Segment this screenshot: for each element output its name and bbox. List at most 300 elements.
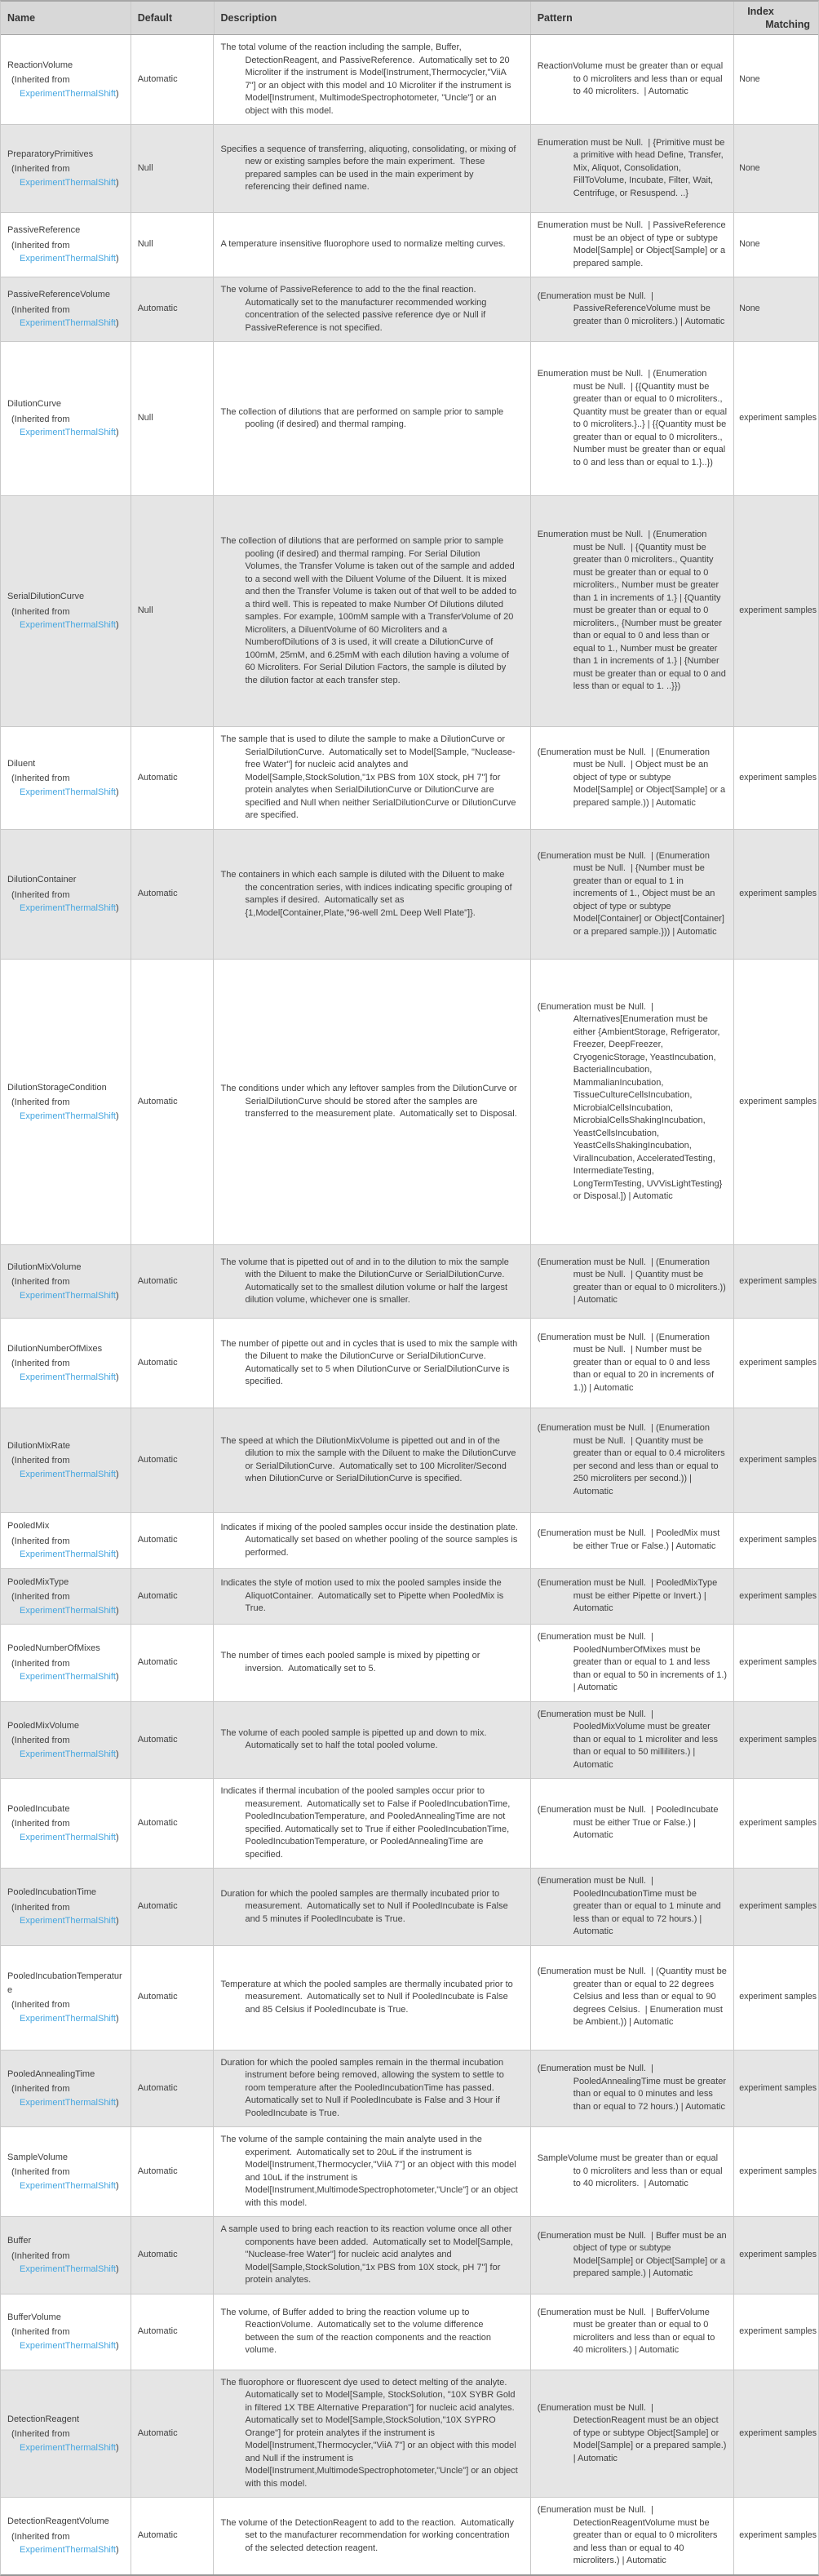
option-default: Automatic [137,1992,178,2002]
option-description-cell [213,960,529,1244]
experiment-thermalshift-link[interactable]: ExperimentThermalShift [20,2180,116,2191]
experiment-thermalshift-link[interactable]: ExperimentThermalShift [20,1672,116,1682]
option-description: Duration for which the pooled samples are thermally incubated prior to measurement. Automatically set to Null if PooledIncubate is False and 5 minutes if PooledIncubate is True. [220,1888,511,1924]
experiment-thermalshift-link[interactable]: ExperimentThermalShift [20,1550,116,1559]
option-name: DilutionStorageCondition [7,1082,107,1093]
inherited-from-text: (Inherited from [11,2250,70,2261]
option-pattern-cell [530,496,734,726]
option-index-matching: experiment samples [739,2427,817,2438]
option-index-matching: None [739,162,760,173]
inherited-from-source [7,2096,127,2110]
option-index-matching: experiment samples [739,1901,817,1911]
option-default: Null [137,413,153,423]
option-pattern-cell [530,1625,734,1701]
table-header-row [1,2,818,35]
table-row [1,341,818,495]
option-pattern-cell [530,2498,734,2574]
option-description: The sample that is used to dilute the sample to make a DilutionCurve or SerialDilutionCurve. Automatically set to Model[Sample, "Nuclease-free Water"] for nucleic acid analytes and Model[Sample,StockSolution,"1x PBS from 10X stock, pH 7"] for protein analytes when SerialDilutionCurve or DilutionCurve are specified and Null when neither SerialDilutionCurve or DilutionCurve are specified. [220,734,519,821]
experiment-thermalshift-link[interactable]: ExperimentThermalShift [20,428,116,438]
option-default: Automatic [137,73,178,84]
table-row [1,2126,818,2216]
inherited-from-source [7,2012,127,2026]
option-default-cell [131,1779,214,1868]
option-default: Null [137,605,153,616]
option-default-cell [131,1569,214,1625]
option-default: Automatic [137,1901,178,1911]
inherited-close-paren: ) [116,1469,119,1479]
option-default: Automatic [137,2166,178,2176]
experiment-thermalshift-link[interactable]: ExperimentThermalShift [20,2013,116,2024]
experiment-thermalshift-link[interactable]: ExperimentThermalShift [20,318,116,329]
option-pattern: (Enumeration must be Null. | PooledMixType must be either Pipette or Invert.) | Automatic [537,1578,720,1613]
inherited-from-text: (Inherited from [11,75,70,86]
option-name-cell [1,2498,131,2574]
option-index-matching: experiment samples [739,772,817,783]
option-name: DetectionReagentVolume [7,2516,109,2526]
inherited-close-paren: ) [116,2097,119,2108]
option-description: Specifies a sequence of transferring, aliquoting, consolidating, or mixing of new or existing samples before the main experiment. These prepared samples can be used in the main experiment by referencing their defined name. [220,144,519,192]
inherited-from-text: (Inherited from [11,2000,70,2010]
option-name: DilutionCurve [7,399,62,410]
table-row [1,124,818,212]
inherited-from-text: (Inherited from [11,774,70,784]
table-row [1,1568,818,1625]
option-description-cell [213,496,529,726]
inherited-from-source [7,87,127,101]
option-pattern-cell [530,960,734,1244]
experiment-thermalshift-link[interactable]: ExperimentThermalShift [20,254,116,264]
inherited-close-paren: ) [116,1916,119,1926]
option-default-cell [131,1513,214,1568]
option-name-cell [1,213,131,277]
option-pattern: (Enumeration must be Null. | (Quantity must be greater than or equal to 22 degrees Celsius and less than or equal to 90 degrees Celsius. | Enumeration must be Ambient.)) | Automatic [537,1966,729,2028]
option-default-cell [131,1245,214,1318]
option-description: Indicates the style of motion used to mix the pooled samples inside the AliquotContainer. Automatically set to Pipette when PooledMix is True. [220,1578,507,1613]
experiment-thermalshift-link[interactable]: ExperimentThermalShift [20,2264,116,2274]
option-pattern: (Enumeration must be Null. | PooledMix must be either True or False.) | Automatic [537,1528,723,1551]
option-name: PassiveReferenceVolume [7,290,110,300]
option-name-cell [1,125,131,212]
option-default-cell [131,1319,214,1408]
option-index-matching: None [739,73,760,84]
option-index-matching-cell [733,2217,818,2294]
option-description: A sample used to bring each reaction to its reaction volume once all other components have been added. Automatically set to Model[Sample, "Nuclease-free Water"] for nucleic acid analytes and Model[Sample,StockSolution,"1x PBS from 10X stock, pH 7"] for protein analytes. [220,2224,516,2285]
option-pattern: (Enumeration must be Null. | PooledIncubationTime must be greater than or equal to 1 minute and less than or equal to 72 hours.) | Automatic [537,1876,724,1936]
inherited-from-text: (Inherited from [11,1819,70,1829]
option-index-matching: experiment samples [739,413,817,423]
option-index-matching-cell [733,125,818,212]
inherited-from-source [7,619,127,632]
inherited-from-source [7,902,127,916]
table-row [1,1624,818,1701]
option-index-matching-cell [733,1569,818,1625]
option-description: The volume of PassiveReference to add to the the final reaction. Automatically set to the manufacturer recommended working concentration of the selected passive reference dye or Null if PassiveReference is not specified. [220,285,489,333]
inherited-close-paren: ) [116,620,119,631]
option-pattern-cell [530,1245,734,1318]
option-name-cell [1,1869,131,1945]
inherited-from-text: (Inherited from [11,1592,70,1602]
option-description-cell [213,125,529,212]
option-name: PooledMixVolume [7,1720,80,1731]
experiment-thermalshift-link[interactable]: ExperimentThermalShift [20,1290,116,1301]
inherited-from-text: (Inherited from [11,1536,70,1546]
experiment-thermalshift-link[interactable]: ExperimentThermalShift [20,1916,116,1926]
inherited-close-paren: ) [116,1605,119,1616]
option-default-cell [131,342,214,495]
option-name-cell [1,35,131,124]
option-description: Duration for which the pooled samples remain in the thermal incubation instrument before being removed, allowing the system to settle to room temperature after the PooledIncubationTime has passed. Automatically set to Null if PooledIncubate is False and 3 Hour if PooledIncubate is True. [220,2057,507,2118]
inherited-from-text: (Inherited from [11,240,70,251]
inherited-from-source [7,1914,127,1928]
inherited-close-paren: ) [116,177,119,188]
inherited-from-source [7,1831,127,1845]
option-name: PreparatoryPrimitives [7,149,94,159]
option-description-cell [213,2217,529,2294]
option-description-cell [213,2294,529,2370]
inherited-from-source [7,1371,127,1385]
inherited-from-text: (Inherited from [11,1359,70,1369]
option-pattern-cell [530,125,734,212]
option-index-matching: experiment samples [739,1454,817,1465]
option-default: Automatic [137,1817,178,1828]
inherited-from-source [7,426,127,440]
option-default: Automatic [137,304,178,314]
option-index-matching-cell [733,342,818,495]
inherited-from-text: (Inherited from [11,304,70,315]
option-description-cell [213,1779,529,1868]
option-name: BufferVolume [7,2312,61,2322]
option-index-matching-cell [733,277,818,341]
option-index-matching-cell [733,1245,818,1318]
option-default: Automatic [137,2250,178,2259]
experiment-thermalshift-link[interactable]: ExperimentThermalShift [20,88,116,99]
option-name-cell [1,2051,131,2127]
option-pattern-cell [530,1513,734,1568]
option-pattern-cell [530,2051,734,2127]
option-description-cell [213,277,529,341]
option-index-matching: experiment samples [739,1992,817,2002]
option-description: Indicates if mixing of the pooled samples occur inside the destination plate. Automatically set based on whether pooling of the source samples is performed. [220,1522,523,1558]
inherited-from-text: (Inherited from [11,1736,70,1745]
option-pattern-cell [530,2217,734,2294]
table-row [1,2050,818,2127]
inherited-from-text: (Inherited from [11,606,70,617]
option-index-matching-cell [733,2127,818,2216]
option-index-matching-cell [733,496,818,726]
option-default: Automatic [137,889,178,899]
option-name-cell [1,727,131,829]
option-name-cell [1,1946,131,2050]
inherited-close-paren: ) [116,1550,119,1559]
option-pattern: SampleVolume must be greater than or equal to 0 microliters and less than or equal to 40 microliters. | Automatic [537,2153,725,2189]
option-name-cell [1,1625,131,1701]
option-name-cell [1,277,131,341]
option-pattern: (Enumeration must be Null. | (Enumeration must be Null. | {Number must be greater than or equal to 1 in increments of 1., Object must be an object of type or subtype Model[Container] or Object[Container] or a prepared sample.})) | Automatic [537,850,728,937]
option-description-cell [213,2498,529,2574]
option-default: Automatic [137,2325,178,2336]
header-cell-pattern: Pattern [530,2,734,34]
option-description: The volume of each pooled sample is pipetted up and down to mix. Automatically set to half the total pooled volume. [220,1727,491,1751]
inherited-from-text: (Inherited from [11,2429,70,2439]
option-pattern: Enumeration must be Null. | PassiveReference must be an object of type or subtype Model[Sample] or Object[Sample] or a prepared sample. [537,220,728,268]
option-index-matching-cell [733,1625,818,1701]
experiment-thermalshift-link[interactable]: ExperimentThermalShift [20,2097,116,2108]
table-row [1,1868,818,1945]
option-pattern: Enumeration must be Null. | (Enumeration must be Null. | {Quantity must be greater than 0 microliters., Quantity must be greater than or equal to 0 microliters., Number must be greater than 1 in increments of 1.} | {Quantity must be greater than or equal to 0 microliters., {Number must be greater than or equal to 0 and less than or equal to 1., Number must be greater than 1 in increments of 1.} | {Number must be greater than or equal to 0 and less than or equal to 1. ..}}) [537,530,728,692]
option-description: The volume that is pipetted out of and in to the dilution to mix the sample with the Diluent to make the DilutionCurve or SerialDilutionCurve. Automatically set to the smallest dilution volume or half the largest dilution volume, whichever one is smaller. [220,1257,511,1305]
option-description: The conditions under which any leftover samples from the DilutionCurve or SerialDilutionCurve should be stored after the samples are transferred to the measurement plate. Automatically set to Disposal. [220,1084,520,1120]
inherited-from-source [7,2339,127,2353]
option-index-matching: experiment samples [739,1590,817,1601]
option-name: SerialDilutionCurve [7,592,85,602]
experiment-thermalshift-link[interactable]: ExperimentThermalShift [20,2545,116,2555]
inherited-close-paren: ) [116,1111,119,1121]
option-name-cell [1,960,131,1244]
option-default: Automatic [137,1734,178,1745]
option-index-matching-cell [733,1946,818,2050]
option-index-matching: experiment samples [739,889,817,899]
option-name-cell [1,1569,131,1625]
option-index-matching: experiment samples [739,2166,817,2176]
option-default-cell [131,277,214,341]
option-description-cell [213,1702,529,1779]
option-default-cell [131,2498,214,2574]
inherited-from-source [7,1604,127,1618]
inherited-close-paren: ) [116,428,119,438]
option-name: SampleVolume [7,2152,68,2162]
option-name: PooledMixType [7,1576,69,1587]
experiment-thermalshift-link[interactable]: ExperimentThermalShift [20,2442,116,2453]
option-index-matching-cell [733,2370,818,2498]
inherited-from-text: (Inherited from [11,2167,70,2178]
experiment-thermalshift-link[interactable]: ExperimentThermalShift [20,1749,116,1759]
inherited-close-paren: ) [116,2180,119,2191]
option-description-cell [213,35,529,124]
experiment-thermalshift-link[interactable]: ExperimentThermalShift [20,903,116,914]
inherited-close-paren: ) [116,2340,119,2351]
option-pattern-cell [530,1569,734,1625]
option-default-cell [131,2127,214,2216]
option-index-matching-cell [733,2294,818,2370]
inherited-from-source [7,1548,127,1562]
option-pattern: (Enumeration must be Null. | PooledAnnealingTime must be greater than or equal to 0 minutes and less than or equal to 72 hours.) | Automatic [537,2064,729,2112]
option-description: The volume of the DetectionReagent to add to the reaction. Automatically set to the manufacturer recommendation for working concentration of the selected detection reagent. [220,2517,517,2553]
option-description-cell [213,2370,529,2498]
inherited-close-paren: ) [116,2442,119,2453]
option-pattern: (Enumeration must be Null. | BufferVolume must be greater than or equal to 0 microliters and less than or equal to 40 microliters.) | Automatic [537,2307,718,2355]
option-description: The collection of dilutions that are performed on sample prior to sample pooling (if desired) and thermal ramping. For Serial Dilution Volumes, the Transfer Volume is taken out of the sample and added to a second well with the Diluent Volume of the Diluent. It is mixed and then the Transfer Volume is taken out of that well to be added to a third well. This is repeated to make Number Of Dilutions diluted samples. For example, 100mM sample with a TransferVolume of 20 Microliters, a DiluentVolume of 60 Microliters and a NumberofDilutions of 3 is used, it will create a DilutionCurve of 100mM, 25mM, and 6.25mM with each dilution having a volume of 60 Microliters. For Serial Dilution Factors, the sample is diluted by the dilution factor at each transfer step. [220,536,520,685]
option-name: PooledIncubationTemperature [7,1971,122,1995]
option-default-cell [131,125,214,212]
option-pattern-cell [530,1779,734,1868]
option-index-matching: experiment samples [739,1535,817,1545]
option-index-matching: experiment samples [739,1096,817,1106]
option-pattern-cell [530,2370,734,2498]
option-index-matching: experiment samples [739,2082,817,2093]
option-default: Automatic [137,1275,178,1286]
inherited-close-paren: ) [116,318,119,329]
option-index-matching: experiment samples [739,1734,817,1745]
table-row [1,1778,818,1868]
option-default-cell [131,2370,214,2498]
option-default: Automatic [137,2082,178,2093]
option-index-matching: experiment samples [739,2325,817,2336]
option-default-cell [131,1625,214,1701]
experiment-thermalshift-link[interactable]: ExperimentThermalShift [20,620,116,631]
table-row [1,2216,818,2294]
option-pattern: (Enumeration must be Null. | PooledNumberOfMixes must be greater than or equal to 1 and less than or equal to 50 in increments of 1.) | Automatic [537,1632,730,1692]
option-name: PooledNumberOfMixes [7,1643,100,1653]
option-default: Automatic [137,1357,178,1368]
option-pattern-cell [530,35,734,124]
table-row [1,1244,818,1318]
option-pattern-cell [530,1869,734,1945]
option-default: Automatic [137,1657,178,1667]
option-name: DilutionMixRate [7,1440,71,1451]
table-row [1,212,818,277]
inherited-from-source [7,1670,127,1684]
table-row [1,829,818,959]
option-name: PassiveReference [7,225,81,236]
option-name-cell [1,2217,131,2294]
option-pattern-cell [530,342,734,495]
inherited-from-text: (Inherited from [11,164,70,175]
table-row [1,35,818,124]
option-index-matching-cell [733,1779,818,1868]
inherited-from-source [7,176,127,190]
inherited-close-paren: ) [116,1372,119,1382]
inherited-close-paren: ) [116,903,119,914]
option-description-cell [213,727,529,829]
option-description: The total volume of the reaction including the sample, Buffer, DetectionReagent, and PassiveReference. Automatically set to 20 Microliter if the instrument is Model[Instrument,Thermocycler,"ViiA 7"] or an object with this model and 10 Microliter if the instrument is Model[Instrument, MultimodeSpectrophotometer, "Uncle"] or an object with this model. [220,42,514,116]
experiment-thermalshift-link[interactable]: ExperimentThermalShift [20,1372,116,1382]
experiment-thermalshift-link[interactable]: ExperimentThermalShift [20,787,116,797]
option-name: Buffer [7,2236,32,2246]
experiment-thermalshift-link[interactable]: ExperimentThermalShift [20,1605,116,1616]
inherited-from-source [7,2441,127,2455]
option-pattern-cell [530,727,734,829]
inherited-close-paren: ) [116,787,119,797]
option-index-matching-cell [733,1408,818,1512]
option-index-matching-cell [733,35,818,124]
table-row [1,959,818,1244]
option-pattern: (Enumeration must be Null. | (Enumeration must be Null. | Object must be an object of type or subtype Model[Sample] or Object[Sample] or a prepared sample.)) | Automatic [537,747,728,808]
option-default-cell [131,727,214,829]
table-row [1,495,818,726]
table-row [1,1408,818,1512]
option-default-cell [131,1946,214,2050]
option-description: Temperature at which the pooled samples are thermally incubated prior to measurement. Automatically set to Null if PooledIncubate is False and 85 Celsius if PooledIncubate is True. [220,1979,516,2015]
option-index-matching: experiment samples [739,2530,817,2540]
option-name: PooledIncubate [7,1803,70,1814]
table-row [1,1318,818,1408]
option-name: DilutionNumberOfMixes [7,1343,103,1354]
option-default-cell [131,2051,214,2127]
option-name-cell [1,1513,131,1568]
option-pattern-cell [530,1946,734,2050]
option-description-cell [213,1569,529,1625]
experiment-thermalshift-link[interactable]: ExperimentThermalShift [20,1111,116,1121]
option-description-cell [213,1946,529,2050]
option-name: PooledMix [7,1521,50,1531]
option-pattern: Enumeration must be Null. | {Primitive must be a primitive with head Define, Transfer, Mix, Aliquot, Consolidation, FillToVolume, Incubate, Filter, Wait, Centrifuge, or Resuspend. ..} [537,137,728,198]
option-default-cell [131,960,214,1244]
option-default: Null [137,162,153,173]
inherited-from-text: (Inherited from [11,1658,70,1669]
option-default-cell [131,1702,214,1779]
option-default-cell [131,213,214,277]
option-default: Automatic [137,772,178,783]
option-index-matching-cell [733,2051,818,2127]
option-index-matching-cell [733,1869,818,1945]
option-name-cell [1,496,131,726]
option-description: The volume, of Buffer added to bring the reaction volume up to ReactionVolume. Automatically set to the volume difference between the sum of the reaction components and the reaction volume. [220,2307,494,2355]
option-description-cell [213,1245,529,1318]
experiment-thermalshift-link[interactable]: ExperimentThermalShift [20,1832,116,1842]
inherited-from-source [7,1289,127,1303]
inherited-from-source [7,786,127,800]
inherited-from-text: (Inherited from [11,2084,70,2094]
option-pattern: ReactionVolume must be greater than or equal to 0 microliters and less than or equal to 40 microliters. | Automatic [537,61,726,97]
option-pattern-cell [530,1702,734,1779]
option-index-matching: experiment samples [739,1817,817,1828]
option-pattern: (Enumeration must be Null. | Buffer must be an object of type or subtype Model[Sample] or Object[Sample] or a prepared sample.) | Automatic [537,2230,729,2279]
option-index-matching: experiment samples [739,1275,817,1286]
option-description: The speed at which the DilutionMixVolume is pipetted out and in of the dilution to mix the sample with the Diluent to make the DilutionCurve or SerialDilutionCurve. Automatically set to 100 Microliter/Second when DilutionCurve or SerialDilutionCurve is specified. [220,1435,519,1483]
inherited-from-text: (Inherited from [11,414,70,424]
option-index-matching: experiment samples [739,1657,817,1667]
option-default: Automatic [137,1454,178,1465]
option-index-matching: experiment samples [739,605,817,616]
option-description-cell [213,1319,529,1408]
inherited-from-source [7,1748,127,1762]
experiment-thermalshift-link[interactable]: ExperimentThermalShift [20,2340,116,2351]
option-pattern: (Enumeration must be Null. | (Enumeration must be Null. | Quantity must be greater than or equal to 0.4 microliters per second and less than or equal to 250 microliters per second.)) | Automatic [537,1423,728,1496]
inherited-close-paren: ) [116,1290,119,1301]
experiment-thermalshift-link[interactable]: ExperimentThermalShift [20,1469,116,1479]
option-description: The fluorophore or fluorescent dye used to detect melting of the analyte. Automatically set to Model[Sample, StockSolution, "10X SYBR Gold in filtered 1X TBE Alternative Preparation"] for nucleic acid analytes. Automatically set to Model[Sample,StockSolution,"10X SYPRO Orange"] for protein analytes if the instrument is Model[Instrument,Thermocycler,"ViiA 7"] or an object with this model and Null if the instrument is Model[Instrument,MultimodeSpectrophotometer,"Uncle"] or an object with this model. [220,2377,520,2489]
header-cell-default: Default [131,2,214,34]
option-name: DilutionMixVolume [7,1261,82,1272]
table-row [1,726,818,829]
table-row [1,1701,818,1779]
header-cell-index-matching: Index Matching [733,2,818,34]
option-description-cell [213,342,529,495]
option-index-matching: None [739,239,760,250]
inherited-close-paren: ) [116,2545,119,2555]
option-description-cell [213,1408,529,1512]
table-body [1,35,818,2574]
option-default: Automatic [137,1096,178,1106]
option-description-cell [213,213,529,277]
option-description-cell [213,2051,529,2127]
option-name-cell [1,2294,131,2370]
inherited-from-text: (Inherited from [11,1456,70,1466]
table-row [1,1512,818,1568]
option-description-cell [213,2127,529,2216]
option-name-cell [1,342,131,495]
option-name: DilutionContainer [7,875,77,885]
option-name: DetectionReagent [7,2414,80,2424]
inherited-close-paren: ) [116,1749,119,1759]
inherited-from-source [7,252,127,266]
option-name-cell [1,830,131,959]
option-index-matching-cell [733,727,818,829]
option-default-cell [131,2217,214,2294]
inherited-close-paren: ) [116,1832,119,1842]
option-index-matching: None [739,304,760,314]
experiment-thermalshift-link[interactable]: ExperimentThermalShift [20,177,116,188]
